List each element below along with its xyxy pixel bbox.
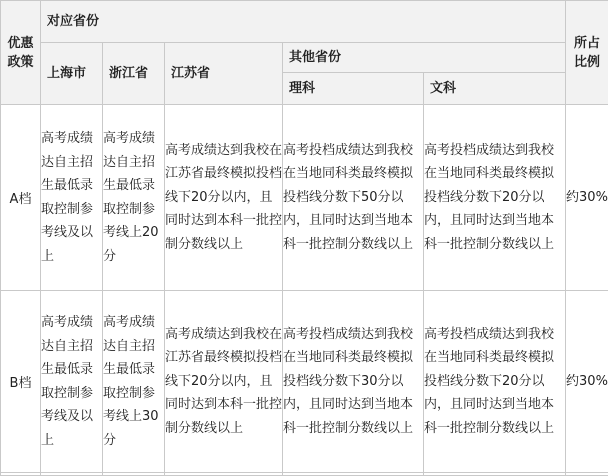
cell-b-zhejiang: 高考成绩达自主招生最低录取控制参考线上30分 [103,291,165,473]
header-province-group: 对应省份 [41,1,566,43]
header-jiangsu: 江苏省 [165,43,283,105]
stub-cell [103,473,165,476]
stub-cell [41,473,103,476]
row-label-a: A档 [1,105,41,291]
header-liberal-arts: 文科 [424,73,566,105]
header-ratio-text: 所占比例 [574,35,601,70]
table-row-a [1,105,608,291]
header-shanghai: 上海市 [41,43,103,105]
header-science: 理科 [283,73,424,105]
header-policy [1,1,41,105]
cell-a-shanghai: 高考成绩达自主招生最低录取控制参考线及以上 [41,105,103,291]
cell-a-ratio: 约30% [566,105,608,291]
stub-cell [566,473,608,476]
cell-a-jiangsu: 高考成绩达到我校在江苏省最终模拟投档线下20分以内，且同时达到本科一批控制分数线以上 [165,105,283,291]
cell-b-ratio: 约30% [566,291,608,473]
stub-cell [283,473,424,476]
table-row-continuation [1,473,608,476]
table-row-b [1,291,608,473]
cell-b-shanghai: 高考成绩达自主招生最低录取控制参考线及以上 [41,291,103,473]
header-row-2 [1,43,608,73]
header-ratio [566,1,608,105]
header-zhejiang: 浙江省 [103,43,165,105]
header-row-1 [1,1,608,43]
cell-a-liberal-arts: 高考投档成绩达到我校在当地同科类最终模拟投档线分数下20分以内，且同时达到当地本科一批控制分数线以上 [424,105,566,291]
cell-b-liberal-arts: 高考投档成绩达到我校在当地同科类最终模拟投档线分数下20分以内，且同时达到当地本科一批控制分数线以上 [424,291,566,473]
cell-b-science: 高考投档成绩达到我校在当地同科类最终模拟投档线分数下30分以内，且同时达到当地本科一批控制分数线以上 [283,291,424,473]
row-label-b: B档 [1,291,41,473]
stub-cell [165,473,283,476]
stub-cell [424,473,566,476]
stub-cell [1,473,41,476]
header-policy-text: 优惠政策 [7,35,34,70]
cell-a-science: 高考投档成绩达到我校在当地同科类最终模拟投档线分数下50分以内，且同时达到当地本科一批控制分数线以上 [283,105,424,291]
header-other-provinces: 其他省份 [283,43,566,73]
cell-b-jiangsu: 高考成绩达到我校在江苏省最终模拟投档线下20分以内，且同时达到本科一批控制分数线以上 [165,291,283,473]
cell-a-zhejiang: 高考成绩达自主招生最低录取控制参考线上20分 [103,105,165,291]
